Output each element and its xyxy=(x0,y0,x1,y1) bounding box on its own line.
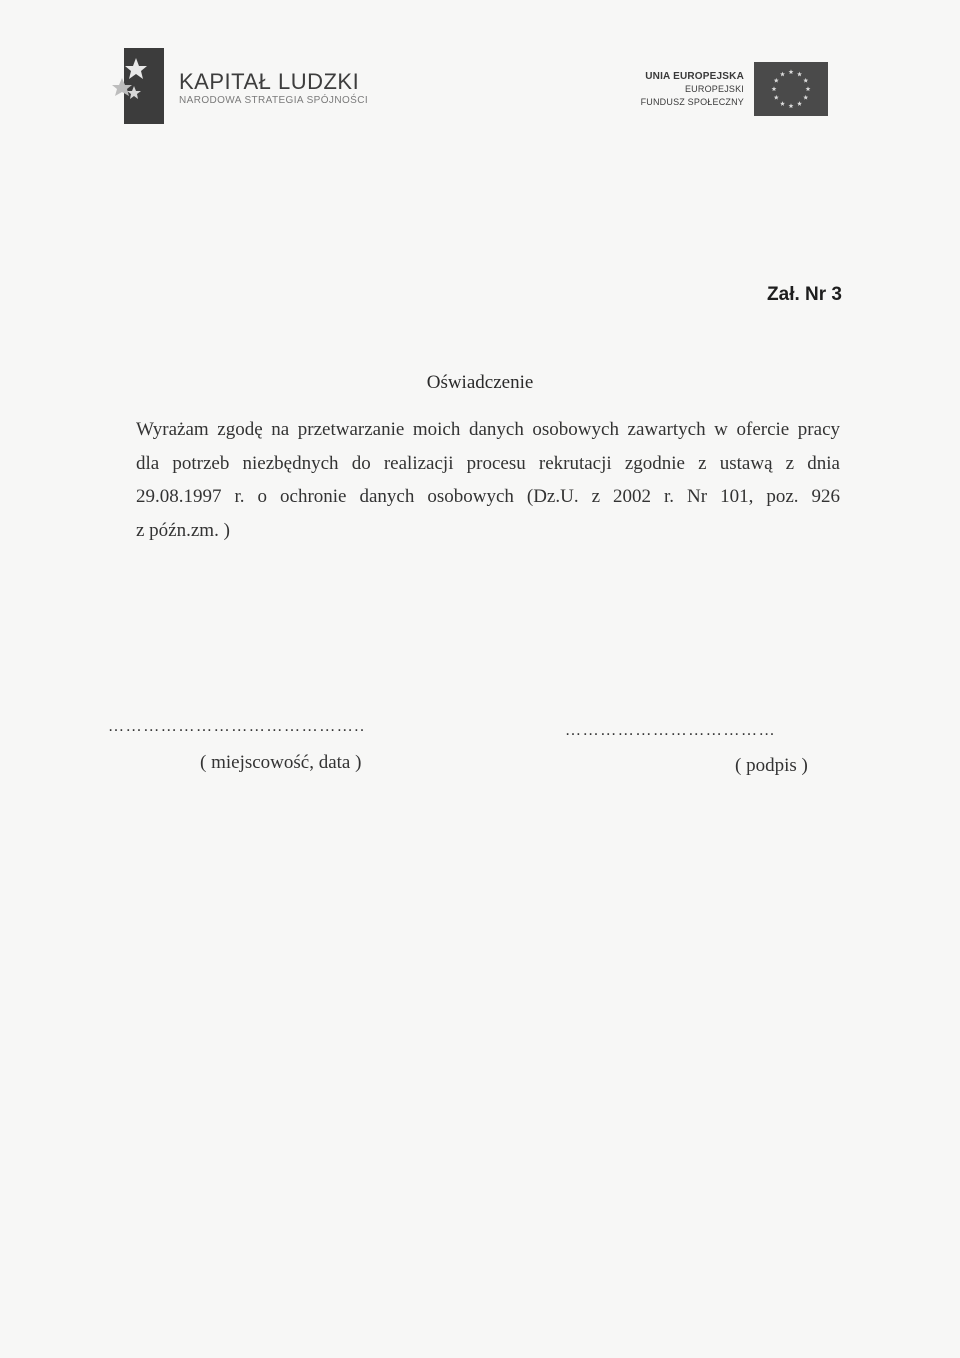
statement-line: z późn.zm. ) xyxy=(136,519,230,541)
statement-line: dla potrzeb niezbędnych do realizacji procesu rekrutacji zgodnie z ustawą z dnia xyxy=(136,452,840,474)
signature-line: ……………………………… xyxy=(565,722,777,739)
kapital-ludzki-mark-icon xyxy=(112,48,164,124)
statement-line: Wyrażam zgodę na przetwarzanie moich danych osobowych zawartych w ofercie pracy xyxy=(136,419,840,440)
eu-logo-text xyxy=(641,70,744,109)
signature-label: ( podpis ) xyxy=(735,755,808,776)
kapital-ludzki-subtitle: NARODOWA STRATEGIA SPÓJNOŚCI xyxy=(179,95,369,106)
eu-logo xyxy=(620,62,828,118)
eu-line-social-fund: FUNDUSZ SPOŁECZNY xyxy=(640,97,744,107)
eu-line-european: EUROPEJSKI xyxy=(684,84,744,94)
eu-flag-icon xyxy=(754,62,828,116)
place-date-label: ( miejscowość, data ) xyxy=(200,752,362,773)
consent-statement xyxy=(136,413,840,547)
place-date-line: …………………………………….. xyxy=(108,718,366,735)
document-heading: Oświadczenie xyxy=(426,372,534,393)
statement-line: 29.08.1997 r. o ochronie danych osobowych (Dz.U. z 2002 r. Nr 101, poz. 926 xyxy=(136,486,840,507)
kapital-ludzki-title: KAPITAŁ LUDZKI xyxy=(179,69,360,94)
annex-number: Zał. Nr 3 xyxy=(767,284,842,305)
kapital-ludzki-logo xyxy=(112,48,372,128)
eu-line-union: UNIA EUROPEJSKA xyxy=(645,71,744,82)
